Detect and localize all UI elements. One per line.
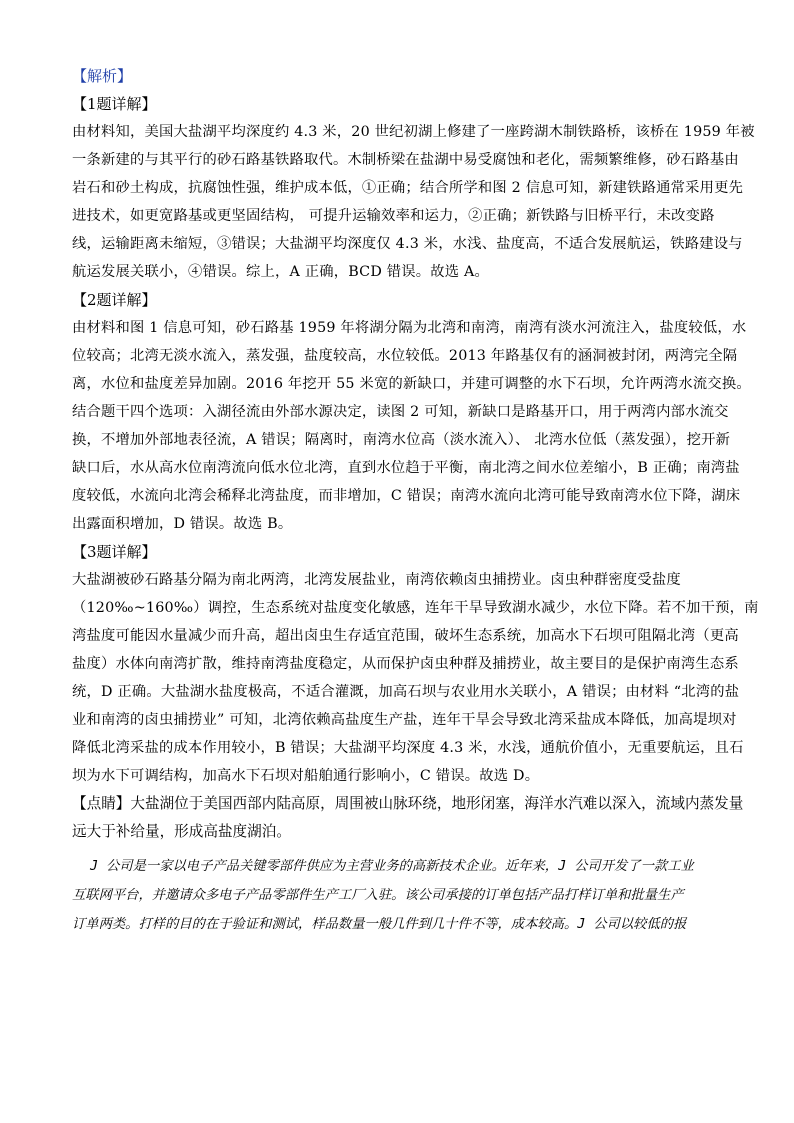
- document-page: [72, 62, 759, 939]
- paragraph-line: 统，D 正确。大盐湖水盐度极高，不适合灌溉，加高石坝与农业用水关联小，A 错误；由材料 “北湾的盐: [72, 684, 740, 700]
- paragraph-line: 由材料知，美国大盐湖平均深度约 4.3 米，20 世纪初湖上修建了一座跨湖木制铁路桥，该桥在 1959 年被: [72, 124, 755, 140]
- paragraph-line: 坝为水下可调结构，加高水下石坝对船舶通行影响小，C 错误。故选 D。: [72, 768, 540, 784]
- paragraph-line: 大盐湖被砂石路基分隔为南北两湾，北湾发展盐业，南湾依赖卤虫捕捞业。卤虫种群密度受盐度: [72, 572, 681, 588]
- paragraph-line: 位较高；北湾无淡水流入，蒸发强，盐度较高，水位较低。2013 年路基仅有的涵洞被封闭，两湾完全隔: [72, 348, 738, 364]
- note-line-2: 远大于补给量，形成高盐度湖泊。: [72, 823, 291, 840]
- paragraph-line: 进技术，如更宽路基或更坚固结构， 可提升运输效率和运力，②正确；新铁路与旧桥平行，未改变路: [72, 208, 715, 224]
- paragraph-line: 由材料和图 1 信息可知，砂石路基 1959 年将湖分隔为北湾和南湾，南湾有淡水河流注入，盐度较低，水: [72, 320, 747, 336]
- paragraph-line: 缺口后，水从高水位南湾流向低水位北湾，直到水位趋于平衡，南北湾之间水位差缩小，B 正确；南湾盐: [72, 460, 740, 476]
- paragraph-line: 换，不增加外部地表径流，A 错误；隔离时，南湾水位高（淡水流入）、 北湾水位低（蒸发强），挖开新: [72, 432, 731, 448]
- paragraph-line: 降低北湾采盐的成本作用较小，B 错误；大盐湖平均深度 4.3 米，水浅，通航价值小，无重要航运，且石: [72, 740, 744, 756]
- paragraph-line: 线，运输距离未缩短，③错误；大盐湖平均深度仅 4.3 米，水浅、盐度高，不适合发展航运，铁路建设与: [72, 236, 743, 252]
- paragraph-line: 盐度）水体向南湾扩散，维持南湾盐度稳定，从而保护卤虫种群及捕捞业，故主要目的是保护南湾生态系: [72, 656, 739, 672]
- note-text: 大盐湖位于美国西部内陆高原，周围被山脉环绕，地形闭塞，海洋水汽难以深入，流域内蒸发量: [130, 795, 744, 812]
- next-question-passage: [72, 852, 722, 939]
- passage-line: 订单两类。打样的目的在于验证和测试，样品数量一般几件到几十件不等，成本较高。J 公司以较低的报: [72, 917, 687, 932]
- note-tag: 【点睛】: [72, 795, 131, 812]
- paragraph-line: 业和南湾的卤虫捕捞业” 可知，北湾依赖高盐度生产盐，连年干旱会导致北湾采盐成本降低，加高堤坝对: [72, 712, 737, 728]
- note-line-1: [72, 790, 744, 818]
- section-heading: 【1题详解】: [72, 95, 157, 113]
- paragraph-line: 度较低，水流向北湾会稀释北湾盐度，而非增加，C 错误；南湾水流向北湾可能导致南湾水位下降，湖床: [72, 488, 741, 504]
- paragraph-line: 岩石和砂土构成，抗腐蚀性强，维护成本低，①正确；结合所学和图 2 信息可知，新建铁路通常采用更先: [72, 180, 744, 196]
- paragraph-line: 航运发展关联小，④错误。综上，A 正确，BCD 错误。故选 A。: [72, 264, 489, 280]
- paragraph-line: （120‰~160‰）调控，生态系统对盐度变化敏感，连年干旱导致湖水减少，水位下降。若不加干预，南: [72, 600, 759, 616]
- section-3: [72, 538, 759, 790]
- paragraph-line: 出露面积增加，D 错误。故选 B。: [72, 516, 293, 532]
- section-heading: 【2题详解】: [72, 291, 157, 309]
- key-point-note: [72, 790, 744, 846]
- section-1: [72, 90, 755, 286]
- paragraph-line: 湾盐度可能因水量减少而升高，超出卤虫生存适宜范围，破坏生态系统，加高水下石坝可阻隔北湾（更高: [72, 628, 739, 644]
- analysis-label: 【解析】: [72, 67, 133, 85]
- paragraph-line: 一条新建的与其平行的砂石路基铁路取代。木制桥梁在盐湖中易受腐蚀和老化，需频繁维修，砂石路基由: [72, 152, 739, 168]
- passage-line: 互联网平台，并邀请众多电子产品零部件生产工厂入驻。该公司承接的订单包括产品打样订单和批量生产: [72, 888, 684, 903]
- paragraph-line: 结合题干四个选项：入湖径流由外部水源决定，读图 2 可知，新缺口是路基开口，用于两湾内部水流交: [72, 404, 729, 420]
- section-heading: 【3题详解】: [72, 543, 157, 561]
- passage-line: J 公司是一家以电子产品关键零部件供应为主营业务的高新技术企业。近年来，J 公司开发了一款工业: [90, 859, 694, 874]
- paragraph-line: 离，水位和盐度差异加剧。2016 年挖开 55 米宽的新缺口，并建可调整的水下石坝，允许两湾水流交换。: [72, 376, 751, 392]
- section-2: [72, 286, 751, 538]
